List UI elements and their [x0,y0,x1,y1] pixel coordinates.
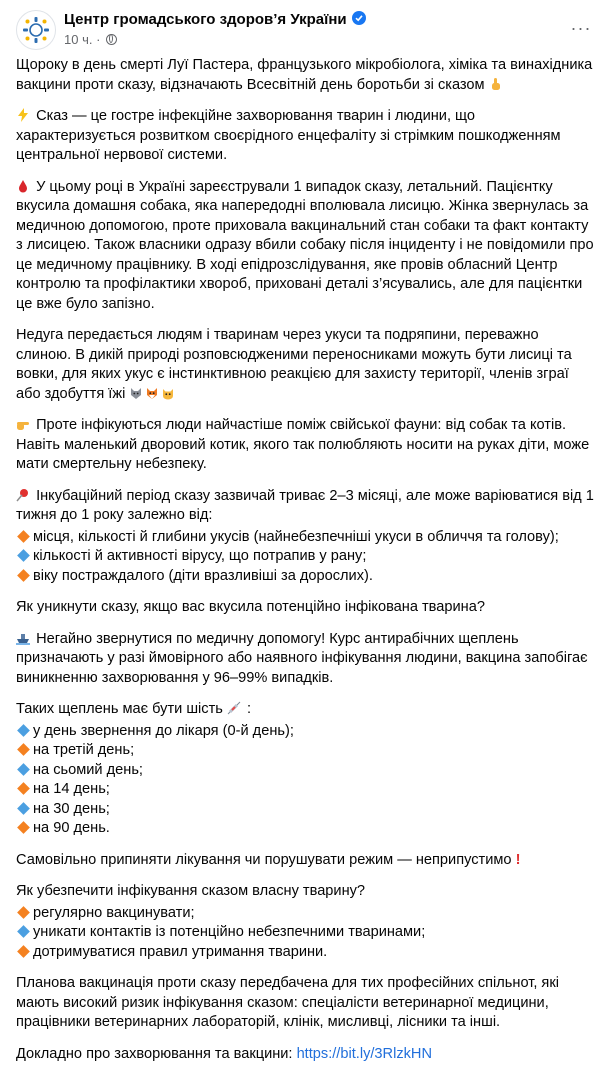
factor-text: місця, кількості й глибини укусів (найнебезпечніші укуси в обличчя та голову); [33,528,559,545]
blue-diamond-icon [17,925,30,938]
page-name[interactable] [64,11,366,28]
paragraph-professionals-text: Планова вакцинація проти сказу передбачена для тих професійних спільнот, які мають високий ризик інфікування сказом: спеціалісти ветеринарної медицини, працівники ветеринарних лабораторій, клінік, мисливці, лісники та інші. [16,975,559,1030]
paragraph-incubation-text: Інкубаційний період сказу зазвичай триває 2–3 місяці, але може варіюватися від 1 тижня до 1 року залежно від: [16,487,594,523]
blue-diamond-icon [17,802,30,815]
paragraph-case [16,178,596,315]
page-name-text[interactable]: Центр громадського здоров’я України [64,11,347,28]
paragraph-pets [16,416,596,475]
orange-diamond-icon [17,821,30,834]
list-item [16,761,596,781]
verified-icon [352,11,366,25]
paragraph-help [16,630,596,689]
shots-intro-text: Таких щеплень має бути шість [16,701,223,717]
pet-tips-list [16,904,596,963]
blue-diamond-icon [17,763,30,776]
point-right-icon [16,417,30,431]
paragraph-transmission [16,326,596,404]
exclamation-icon: ! [515,851,521,868]
shots-intro: Таких щеплень має бути шість : [16,701,252,717]
list-item [16,943,596,963]
shot-text: на 30 день; [33,800,110,817]
paragraph-incubation [16,487,596,526]
paragraph-help-text: Негайно звернутися по медичну допомогу! Курс антирабічних щеплень призначають у разі ймовірного або наявного інфікування людини, вакцина запобігає виникненню захворювання у 96–99% випадків. [16,630,588,686]
meta-separator: · [96,32,101,47]
pet-tip-text: регулярно вакцинувати; [33,904,195,921]
question-bitten [16,598,596,618]
shot-text: у день звернення до лікаря (0-й день); [33,722,294,739]
more-icon: ··· [570,17,592,38]
factor-text: кількості й активності вірусу, що потрапив у рану; [33,548,367,564]
warning-paragraph [16,851,596,871]
paragraph-definition [16,107,596,166]
orange-diamond-icon [17,530,30,543]
list-item [16,780,596,800]
page-avatar[interactable] [16,10,56,50]
question-bitten-text: Як уникнути сказу, якщо вас вкусила потенційно інфікована тварина? [16,599,485,615]
list-item [16,741,596,761]
orange-diamond-icon [17,569,30,582]
details-link[interactable]: https://bit.ly/3RlzkHN [296,1045,432,1062]
blue-diamond-icon [17,724,30,737]
hand-pointing-icon [489,77,503,91]
wolf-icon [129,386,143,400]
paragraph-intro-text: Щороку в день смерті Луї Пастера, французького мікробіолога, хіміка та винахідника вакцини проти сказу, відзначають Всесвітній день боротьби зі сказом [16,57,593,93]
orange-diamond-icon [17,782,30,795]
details-paragraph [16,1045,596,1065]
paragraph-professionals [16,974,596,1033]
post-header [16,10,597,50]
list-item [16,800,596,820]
list-item [16,722,596,742]
paragraph-case-text: У цьому році в Україні зареєстрували 1 випадок сказу, летальний. Пацієнтку вкусила домашня собака, яка напередодні вполювала лисицю. Жінка звернулась за медичною допомогою, проте приховала вакцинальний стан собаки та факт контакту з лисицею. Також власники одразу вбили собаку після інциденту і не повідомили про це медичному працівнику. В ході епідрозслідування, яке провів обласний Центр контролю та профілактики хвороб, приховані деталі з’ясувались, але для пацієнтки це вже було запізно. [16,178,594,312]
post-body [16,56,596,1076]
question-pet [16,882,596,902]
pushpin-icon [16,488,30,502]
paragraph-intro [16,56,596,95]
lightning-icon [16,108,30,122]
shot-text: на 90 день. [33,820,110,836]
orange-diamond-icon [17,743,30,756]
question-pet-text: Як убезпечити інфікування сказом власну тварину? [16,883,366,899]
blue-diamond-icon [17,549,30,562]
orange-diamond-icon [17,906,30,919]
list-item [16,819,596,839]
globe-icon [106,34,117,45]
paragraph-pets-text: Проте інфікуються люди найчастіше поміж свійської фауни: від собак та котів. Навіть маленький дворовий котик, якого так полюбляють носити на руках діти, може мати смертельну небезпеку. [16,417,590,472]
shot-text: на третій день; [33,742,135,758]
list-item [16,567,596,587]
more-options-button[interactable] [565,12,597,44]
logo-icon [21,15,51,45]
blood-drop-icon [16,179,30,193]
pet-tip-text: уникати контактів із потенційно небезпечними тваринами; [33,924,426,940]
list-item [16,923,596,943]
list-item [16,904,596,924]
factor-text: віку постраждалого (діти вразливіші за дорослих). [33,567,373,584]
list-item [16,547,596,567]
post-time[interactable]: 10 ч. [64,32,93,47]
shot-text: на 14 день; [33,781,110,797]
list-item [16,528,596,548]
fox-icon [145,386,159,400]
post-meta [64,32,117,47]
paragraph-definition-text: Сказ — це гостре інфекційне захворювання тварин і людини, що характеризується розвитком своєрідного енцефаліту зі стрімким пошкодженням центральної нервової системи. [16,108,561,163]
pet-tip-text: дотримуватися правил утримання тварини. [33,943,328,960]
ship-icon [16,631,30,645]
shots-list [16,722,596,839]
warning-text: Самовільно припиняти лікування чи порушувати режим — неприпустимо [16,851,512,868]
details-label: Докладно про захворювання та вакцини: [16,1045,293,1062]
cat-icon [161,386,175,400]
syringe-icon [227,701,241,715]
orange-diamond-icon [17,945,30,958]
shot-text: на сьомий день; [33,761,143,778]
paragraph-transmission-text: Недуга передається людям і тваринам через укуси та подряпини, переважно слиною. В дикій природі розповсюдженими переносниками можуть бути лисиці та вовки, для яких укус є інстинктивною реакцією для захисту території, членів зграї або здобуття їжі [16,327,572,402]
factors-list [16,528,596,587]
